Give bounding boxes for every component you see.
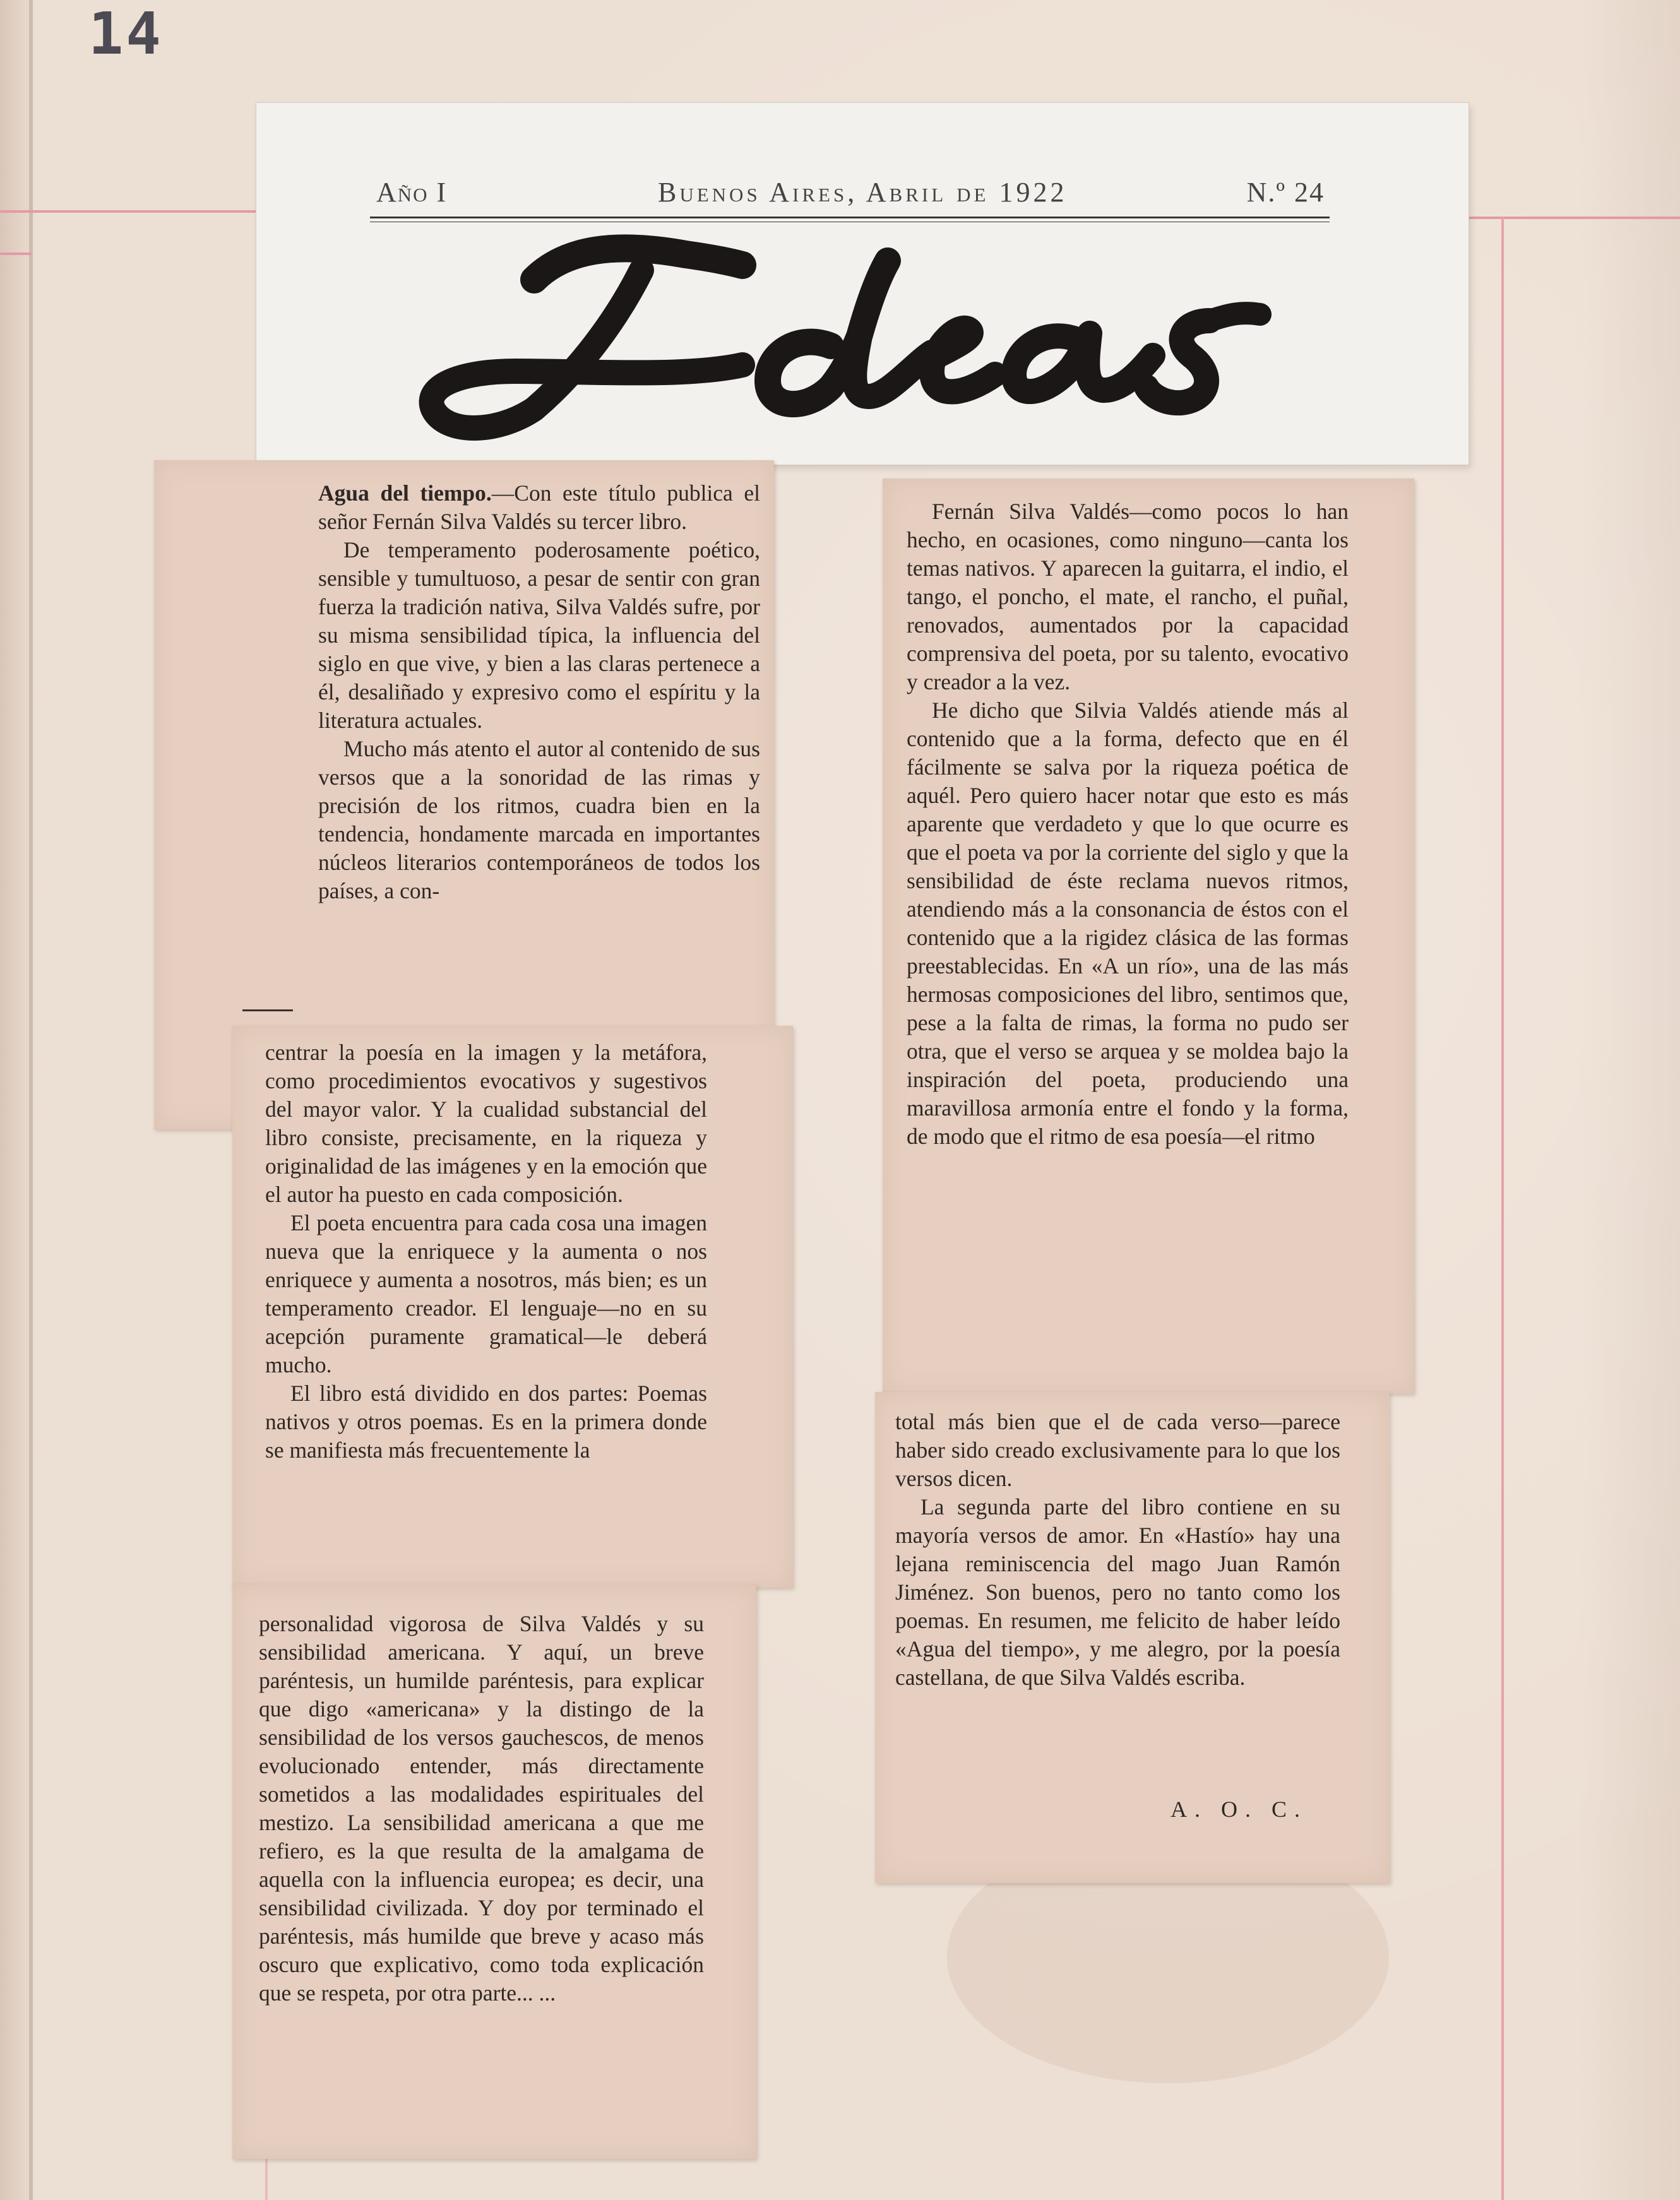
- masthead-issue: N.º 24: [1246, 177, 1325, 208]
- ideas-logo: [389, 226, 1304, 453]
- article-paragraph: He dicho que Silvia Valdés atiende más al contenido que a la forma, defecto que en él fácilmente se salva por la riqueza poética de aquél. Pero quiero hacer notar que esto es más aparente que verdadeto y que lo que ocurre es que el poeta va por la corriente del siglo y que la sensibilidad de éste reclama nuevos ritmos, atendiendo más a la consonancia de éstos con el contenido que a la rigidez clásica de las formas preestablecidas. En «A un río», una de las más hermosas composiciones del libro, sentimos que, pese a la falta de rimas, la forma no pudo ser otra, que el verso se arquea y se moldea bajo la inspiración del poeta, produciendo una maravillosa armonía entre el fondo y la forma, de modo que el ritmo de esa poesía—el ritmo: [907, 698, 1349, 1149]
- article-paragraph: El poeta encuentra para cada cosa una imagen nueva que la enriquece y la aumenta o nos enriquece y aumenta a nosotros, más bien; es un temperamento creador. El lenguaje—no en su acepción puramente gramatical—le deberá mucho.: [265, 1210, 707, 1377]
- article-col2-b: [895, 1408, 1340, 1692]
- masthead-rule: [370, 217, 1330, 222]
- page-number: 14: [88, 0, 164, 68]
- article-paragraph: Fernán Silva Valdés—como pocos lo han hecho, en ocasiones, como ninguno—canta los temas nativos. Y aparecen la guitarra, el indio, el tango, el poncho, el mate, el rancho, el puñal, renovados, aumentados por la capacidad comprensiva del poeta, por su talento, evocativo y creador a la vez.: [907, 499, 1349, 694]
- cut-mark: [242, 1009, 293, 1011]
- article-paragraph: personalidad vigorosa de Silva Valdés y su sensibilidad americana. Y aquí, un breve paréntesis, un humilde paréntesis, para explicar que digo «americana» y la distingo de la sensibilidad de los versos gauchescos, de menos evolucionado entender, más directamente sometidos a las modalidades espirituales del mestizo. La sensibilidad americana a que me refiero, es la que resulta de la amalgama de aquella con la influencia europea; es decir, una sensibilidad civilizada. Y doy por terminado el paréntesis, más humilde que breve y acaso más oscuro que explicativo, como toda explicación que se respeta, por otra parte... ...: [259, 1611, 704, 2006]
- article-paragraph: Mucho más atento el autor al contenido de sus versos que a la sonoridad de las rimas y precisión de los ritmos, cuadra bien en la tendencia, hondamente marcada en importantes núcleos literarios contemporáneos de todos los países, a con-: [318, 736, 760, 903]
- article-col1-c: [259, 1610, 704, 2007]
- article-paragraph: De temperamento poderosamente poético, sensible y tumultuoso, a pesar de sentir con gran fuerza la tradición nativa, Silva Valdés sufre, por su misma sensibilidad típica, la influencia del siglo en que vive, y bien a las claras pertenece a él, desaliñado y expresivo como el espíritu y la literatura actuales.: [318, 537, 760, 733]
- masthead-place-date: Buenos Aires, Abril de 1922: [658, 177, 1068, 208]
- ruled-line-top-right: [1469, 217, 1680, 219]
- article-col2-a: [907, 497, 1349, 1151]
- binding-fold: [29, 0, 33, 2200]
- article-paragraph: centrar la poesía en la imagen y la metáfora, como procedimientos evocativos y sugestivos del mayor valor. Y la cualidad substancial del libro consiste, precisamente, en la riqueza y originalidad de las imágenes y en la emoción que el autor ha puesto en cada composición.: [265, 1040, 707, 1207]
- article-col1-a: [318, 479, 760, 905]
- article-paragraph-intro: [318, 479, 760, 536]
- article-paragraph: total más bien que el de cada verso—parece haber sido creado exclusivamente para lo que los versos dicen.: [895, 1409, 1340, 1491]
- article-clipping-col1-c: [232, 1585, 756, 2159]
- article-clipping-col1-b: [232, 1026, 793, 1588]
- article-signature: A. O. C.: [1171, 1797, 1308, 1822]
- article-clipping-col2-a: [883, 479, 1414, 1394]
- article-intro-text: —Con este título publica el señor Fernán Silva Valdés su tercer libro.: [318, 480, 761, 534]
- masthead-year: Año I: [376, 177, 448, 208]
- article-title: Agua del tiempo.: [318, 480, 492, 506]
- article-col1-b: [265, 1038, 707, 1465]
- article-clipping-col2-b: [875, 1392, 1390, 1883]
- ruled-margin-right: [1501, 217, 1504, 2200]
- masthead-clipping: [256, 103, 1469, 465]
- ruled-line-top-left-2: [0, 253, 32, 255]
- article-paragraph: El libro está dividido en dos partes: Poemas nativos y otros poemas. Es en la primera donde se manifiesta más frecuentemente la: [265, 1381, 707, 1463]
- article-paragraph: La segunda parte del libro contiene en su mayoría versos de amor. En «Hastío» hay una lejana reminiscencia del mago Juan Ramón Jiménez. Son buenos, pero no tanto como los poemas. En resumen, me felicito de haber leído «Agua del tiempo», y me alegro, por la poesía castellana, de que Silva Valdés escriba.: [895, 1494, 1340, 1690]
- ruled-line-top-left: [0, 210, 256, 213]
